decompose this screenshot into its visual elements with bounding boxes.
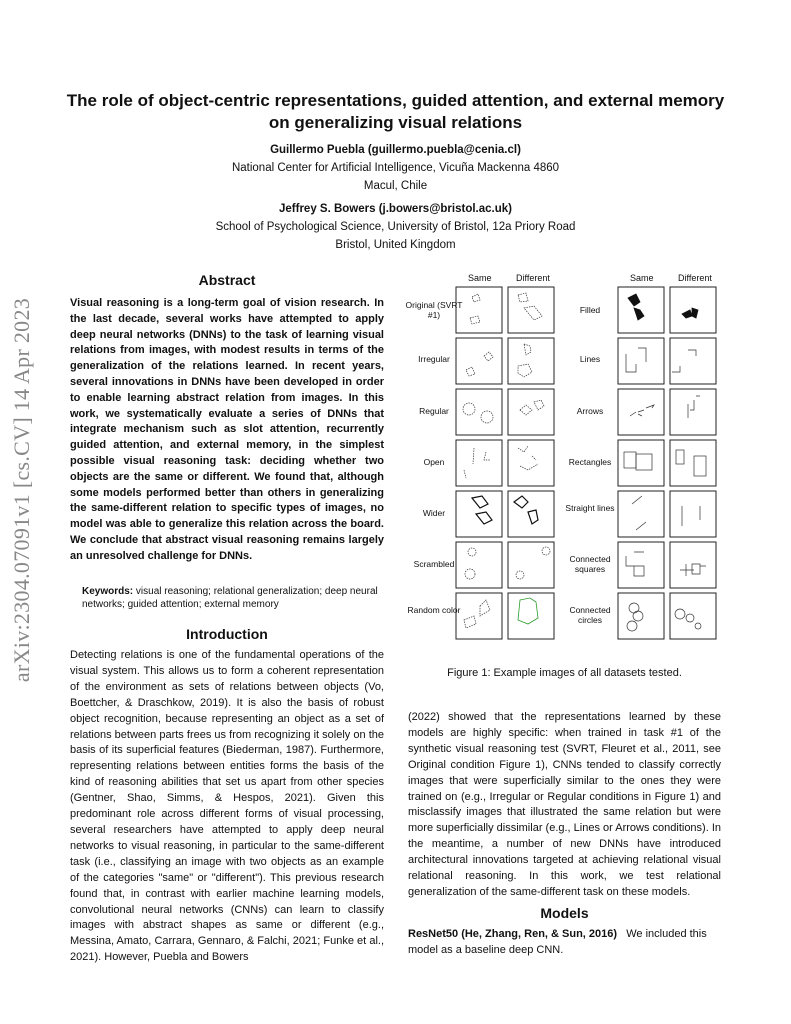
example-cell — [618, 491, 664, 537]
row-label: Connected squares — [569, 554, 611, 574]
example-cell — [508, 338, 554, 384]
author-block-1 — [0, 141, 791, 195]
arxiv-watermark: arXiv:2304.07091v1 [cs.CV] 14 Apr 2023 — [9, 297, 34, 683]
example-cell — [508, 491, 554, 537]
row-label: Scrambled — [413, 559, 455, 569]
example-cell — [456, 338, 502, 384]
keywords-label: Keywords: — [82, 586, 134, 597]
col-header-different: Different — [516, 273, 550, 283]
resnet-label: ResNet50 (He, Zhang, Ren, & Sun, 2016) — [408, 928, 618, 940]
figure-grid — [400, 270, 730, 650]
example-cell — [456, 440, 502, 486]
resnet-paragraph — [408, 927, 721, 959]
example-cell — [508, 593, 554, 639]
author-affiliation: School of Psychological Science, University of Bristol, 12a Priory Road — [215, 221, 576, 233]
example-cell — [508, 389, 554, 435]
author-affiliation: Macul, Chile — [363, 180, 428, 192]
example-cell — [508, 440, 554, 486]
introduction-text: Detecting relations is one of the fundamental operations of the visual system. This allows us to form a coherent representation of the environment as sets of relations between objects (Vo, Boettcher, & Draschkow, 2019). It is also the basis of robust object recognition, because representing an object as a set of relations between parts frees us from recognizing it solely on the basis of its superficial features (Biederman, 1987). Furthermore, representing relations between entities forms the basis of the kind of reasoning abilities that set us apart from other species (Gentner, Shao, Simms, & Hespos, 2021). Given this predominant role across different forms of visual processing, several researchers have attempted to apply deep neural networks to visual reasoning, in particular to the same-different task (i.e., classifying an image with two objects as an example of the categories "same" or "different"). This previous research found that, in contrast with earlier machine learning models, convolutional neural networks (CNNs) can learn to classify images with abstract shapes as same or different (e.g., Messina, Amato, Carrara, Gennaro, & Falchi, 2021; Funke et al., 2021). However, Puebla and Bowers — [70, 649, 384, 964]
row-label: Connected circles — [569, 605, 611, 625]
author-affiliation: Bristol, United Kingdom — [335, 239, 456, 251]
example-cell — [670, 440, 716, 486]
example-cell — [456, 542, 502, 588]
example-cell — [618, 542, 664, 588]
example-cell — [618, 338, 664, 384]
introduction-heading: Introduction — [186, 626, 268, 642]
row-label: Original (SVRT #1) — [405, 300, 463, 320]
example-cell — [618, 287, 664, 333]
example-cell — [670, 338, 716, 384]
author-affiliation: National Center for Artificial Intelligence, Vicuña Mackenna 4860 — [231, 162, 560, 174]
resnet-text: We included this model as a baseline deep CNN. — [408, 928, 707, 956]
example-cell — [456, 593, 502, 639]
row-label: Filled — [579, 305, 601, 315]
keywords — [82, 585, 382, 611]
col-header-same: Same — [468, 273, 492, 283]
keywords-text: visual reasoning; relational generalization; deep neural networks; guided attention; external memory — [82, 586, 378, 610]
row-label: Regular — [419, 406, 449, 416]
row-label: Arrows — [576, 406, 604, 416]
col-header-different: Different — [678, 273, 712, 283]
row-label: Random color — [407, 605, 461, 615]
author-name: Jeffrey S. Bowers (j.bowers@bristol.ac.uk) — [279, 203, 512, 215]
row-label: Open — [423, 457, 445, 467]
row-label: Rectangles — [568, 457, 612, 467]
models-heading: Models — [540, 905, 589, 921]
paper-title: The role of object-centric representations, guided attention, and external memory on generalizing visual relations — [66, 91, 725, 132]
figure-1 — [400, 270, 730, 650]
example-cell — [618, 389, 664, 435]
example-cell — [670, 593, 716, 639]
example-cell — [670, 542, 716, 588]
row-label: Straight lines — [565, 503, 615, 513]
example-cell — [508, 542, 554, 588]
author-block-2 — [0, 200, 791, 254]
abstract-text: Visual reasoning is a long-term goal of vision research. In the last decade, several works have attempted to apply deep neural networks (DNNs) to the task of learning visual relations from images, with modest results in terms of the generalization of the relations learned. In recent years, several innovations in DNNs have been developed in order to enable learning abstract relation from images. In this work, we systematically evaluate a series of DNNs that integrate mechanism such as slot attention, recurrently guided attention, and external memory, in the simplest possible visual reasoning task: deciding whether two objects are the same or different. We found that, although some models performed better than others in generalizing the same-different relation to specific types of images, no model was able to generalize this relation across the board. We conclude that abstract visual reasoning remains largely an unresolved challenge for DNNs. — [70, 297, 384, 562]
example-cell — [670, 389, 716, 435]
abstract-heading: Abstract — [198, 272, 256, 288]
figure-caption: Figure 1: Example images of all datasets tested. — [447, 667, 682, 679]
author-name: Guillermo Puebla (guillermo.puebla@cenia.cl) — [270, 144, 521, 156]
example-cell — [456, 287, 502, 333]
example-cell — [456, 389, 502, 435]
row-label: Irregular — [418, 354, 450, 364]
example-cell — [618, 593, 664, 639]
row-label: Lines — [579, 354, 601, 364]
row-label: Wider — [422, 508, 446, 518]
column2-text: (2022) showed that the representations learned by these models are highly specific: when trained in task #1 of the synthetic visual reasoning test (SVRT, Fleuret et al., 2011, see Original condition Figure 1), CNNs tended to classify correctly images that were superficially similar to the ones they were trained on (e.g., Irregular or Regular conditions in Figure 1) and misclassify images that illustrated the same relation but were more superficially dissimilar (e.g., Lines or Arrows conditions). In the meantime, a number of new DNNs have introduced architectural innovations targeted at achieving relational visual relational reasoning. In this work, we test relational generalization of the same-different task on these models. — [408, 711, 722, 898]
col-header-same: Same — [630, 273, 654, 283]
example-cell — [618, 440, 664, 486]
example-cell — [508, 287, 554, 333]
example-cell — [670, 491, 716, 537]
